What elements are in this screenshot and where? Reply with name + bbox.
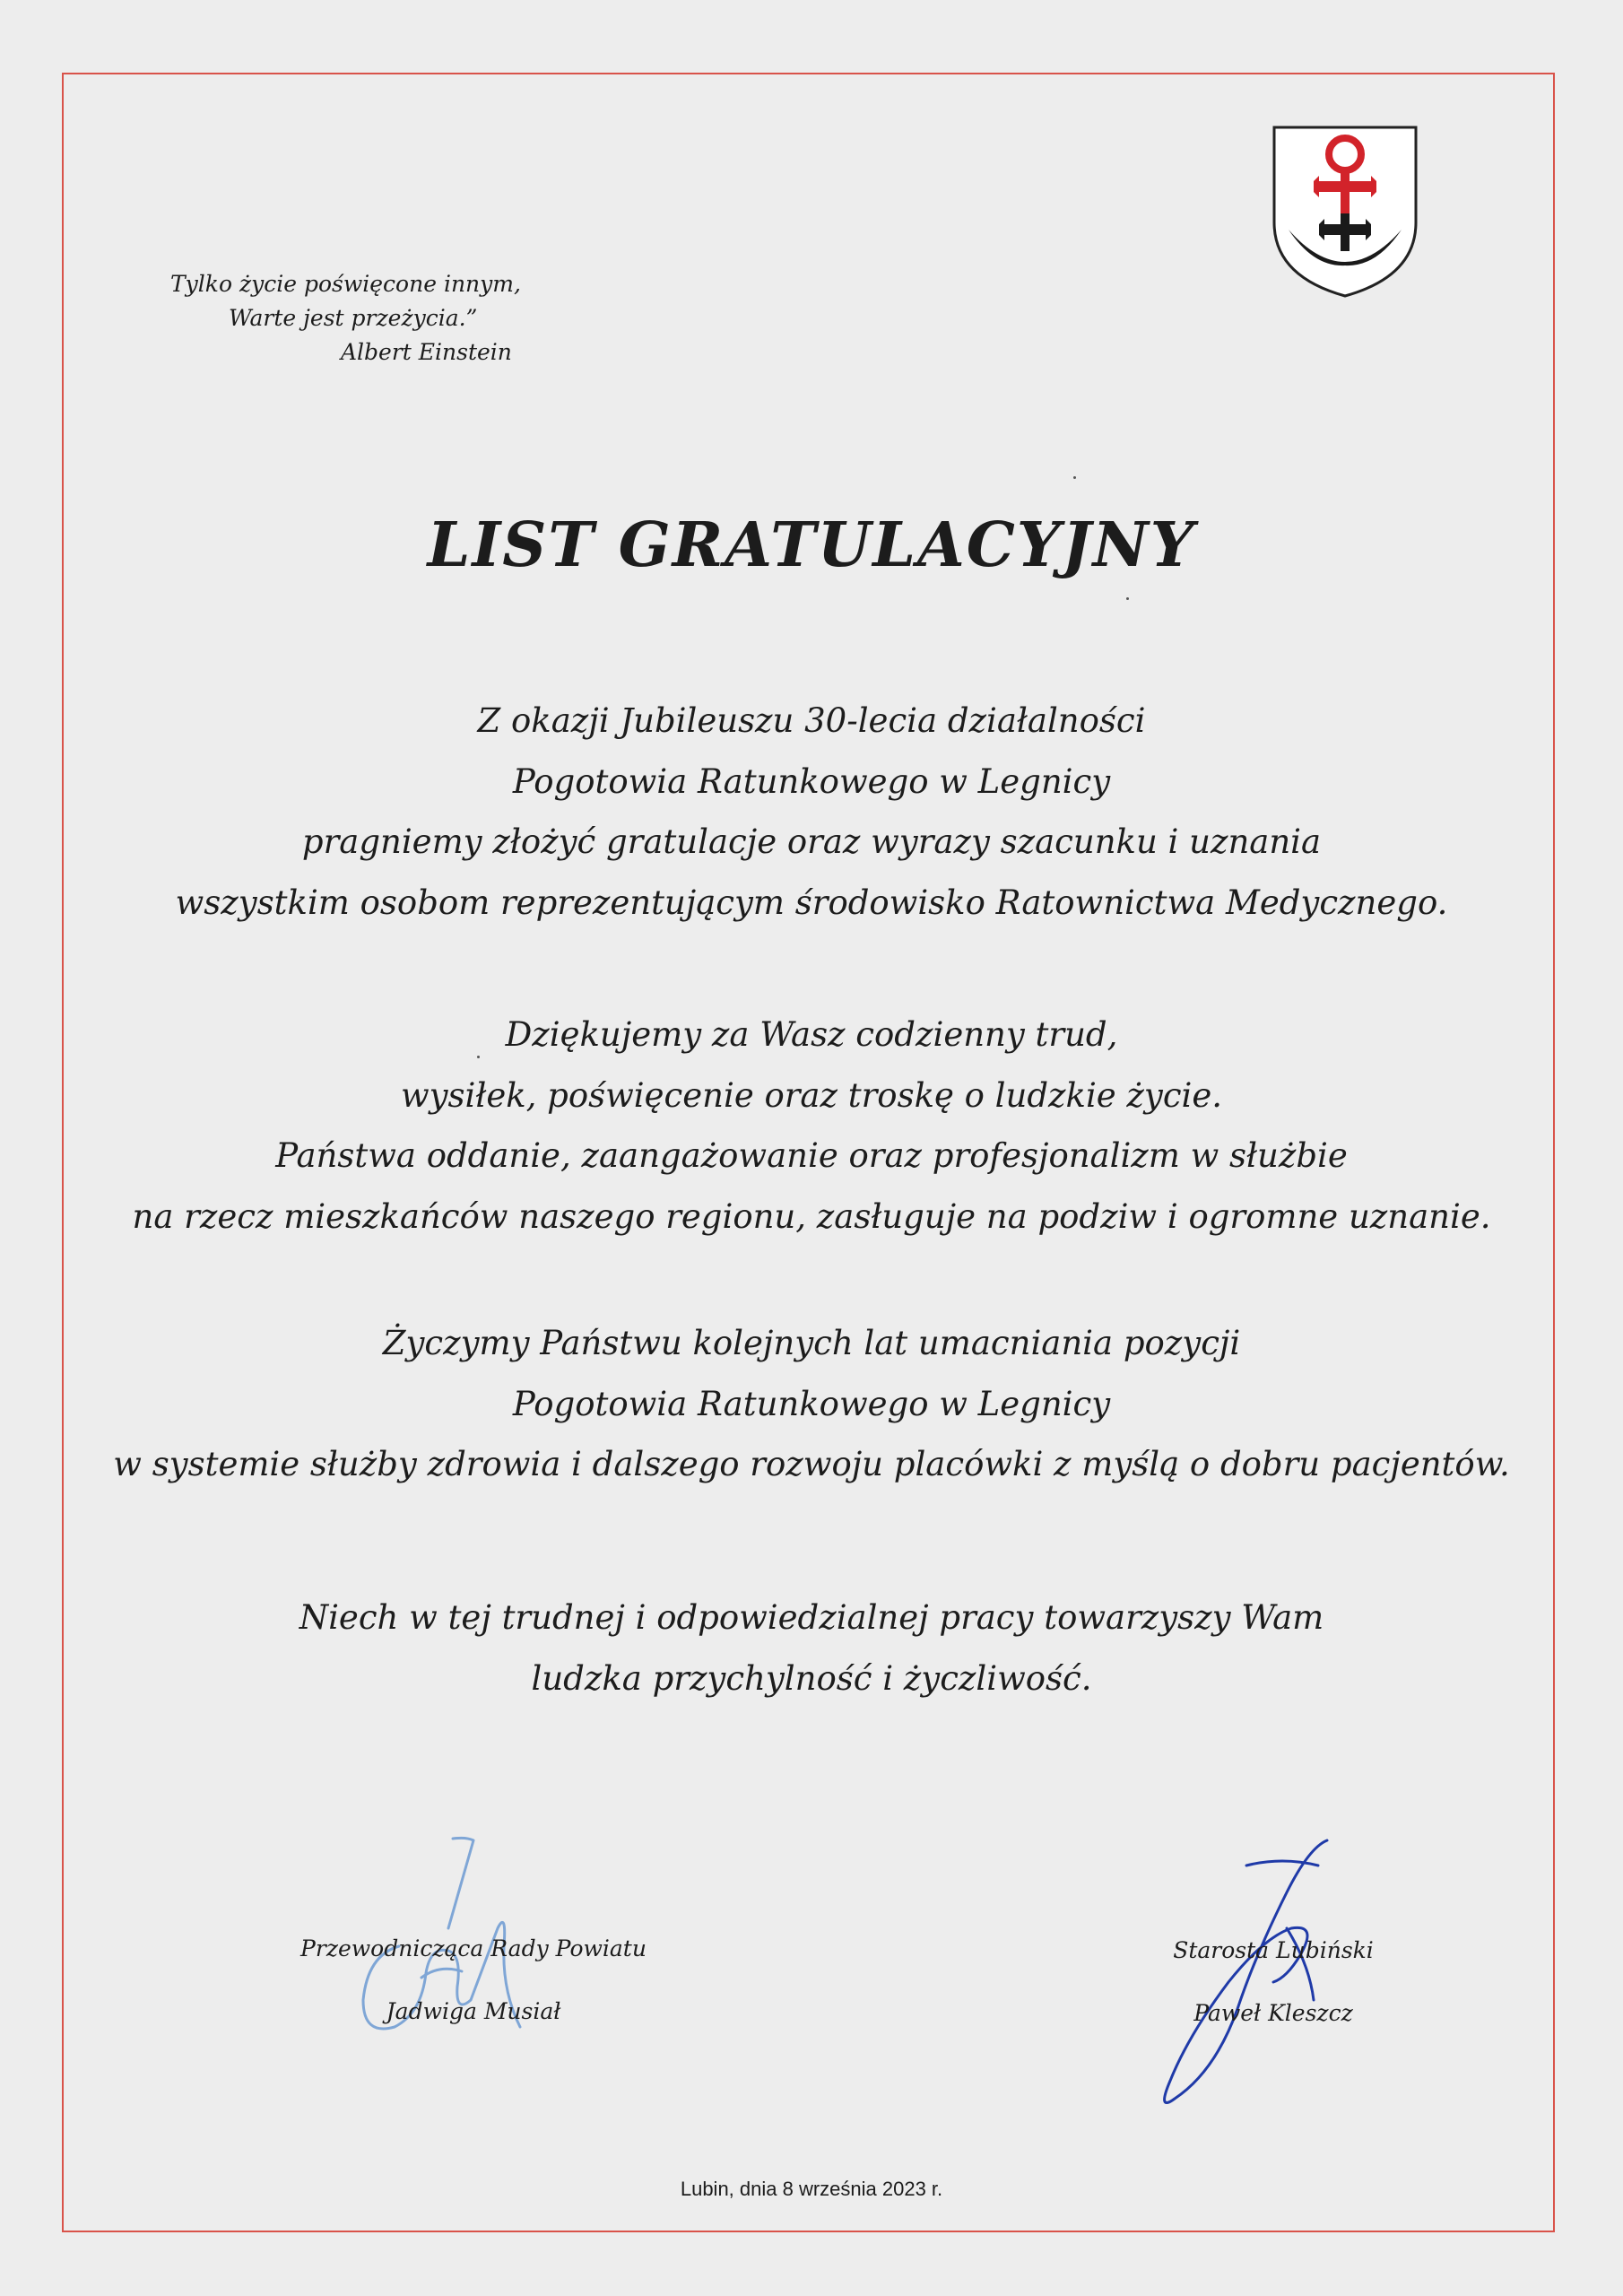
paper-speck	[1126, 597, 1129, 600]
epigraph-quote	[170, 267, 547, 370]
signatory-name: Jadwiga Musiał	[386, 1998, 561, 2024]
signatory-name: Paweł Kleszcz	[1193, 2000, 1353, 2026]
place-and-date: Lubin, dnia 8 września 2023 r.	[680, 2178, 943, 2200]
signature-block-left	[285, 1918, 662, 2043]
quote-line-2: Warte jest przeżycia.”	[229, 305, 478, 331]
paragraph-1	[0, 691, 1623, 933]
paragraph-4	[0, 1587, 1623, 1709]
paragraph-line: Pogotowia Ratunkowego w Legnicy	[512, 1384, 1111, 1423]
paragraph-line: Dziękujemy za Wasz codzienny trud,	[505, 1015, 1118, 1054]
paragraph-3	[0, 1313, 1623, 1495]
paper-speck	[477, 1056, 480, 1058]
paragraph-line: wysiłek, poświęcenie oraz troskę o ludzkie życie.	[400, 1075, 1223, 1115]
paragraph-line: wszystkim osobom reprezentującym środowisko Ratownictwa Medycznego.	[175, 883, 1448, 922]
signatory-role: Starosta Lubiński	[1173, 1937, 1374, 1963]
signatory-role: Przewodnicząca Rady Powiatu	[300, 1935, 647, 1961]
paragraph-line: na rzecz mieszkańców naszego regionu, zasługuje na podziw i ogromne uznanie.	[132, 1196, 1491, 1236]
quote-author: Albert Einstein	[341, 339, 512, 365]
paragraph-line: w systemie służby zdrowia i dalszego rozwoju placówki z myślą o dobru pacjentów.	[113, 1445, 1510, 1483]
paragraph-line: Pogotowia Ratunkowego w Legnicy	[512, 761, 1111, 801]
paragraph-2	[0, 1004, 1623, 1247]
paragraph-line: Życzymy Państwu kolejnych lat umacniania pozycji	[382, 1324, 1241, 1362]
paper-speck	[1073, 476, 1076, 479]
quote-line-1: Tylko życie poświęcone innym,	[170, 271, 521, 297]
paragraph-line: Niech w tej trudnej i odpowiedzialnej pracy towarzyszy Wam	[299, 1598, 1324, 1637]
paragraph-line: pragniemy złożyć gratulacje oraz wyrazy szacunku i uznania	[301, 822, 1322, 861]
paragraph-line: Z okazji Jubileuszu 30-lecia działalności	[477, 701, 1146, 740]
document-title: LIST GRATULACYJNY	[427, 509, 1196, 581]
paragraph-line: ludzka przychylność i życzliwość.	[531, 1658, 1092, 1698]
coat-of-arms-icon	[1269, 124, 1421, 300]
paragraph-line: Państwa oddanie, zaangażowanie oraz profesjonalizm w służbie	[275, 1136, 1348, 1175]
signature-block-right	[1139, 1919, 1408, 2045]
